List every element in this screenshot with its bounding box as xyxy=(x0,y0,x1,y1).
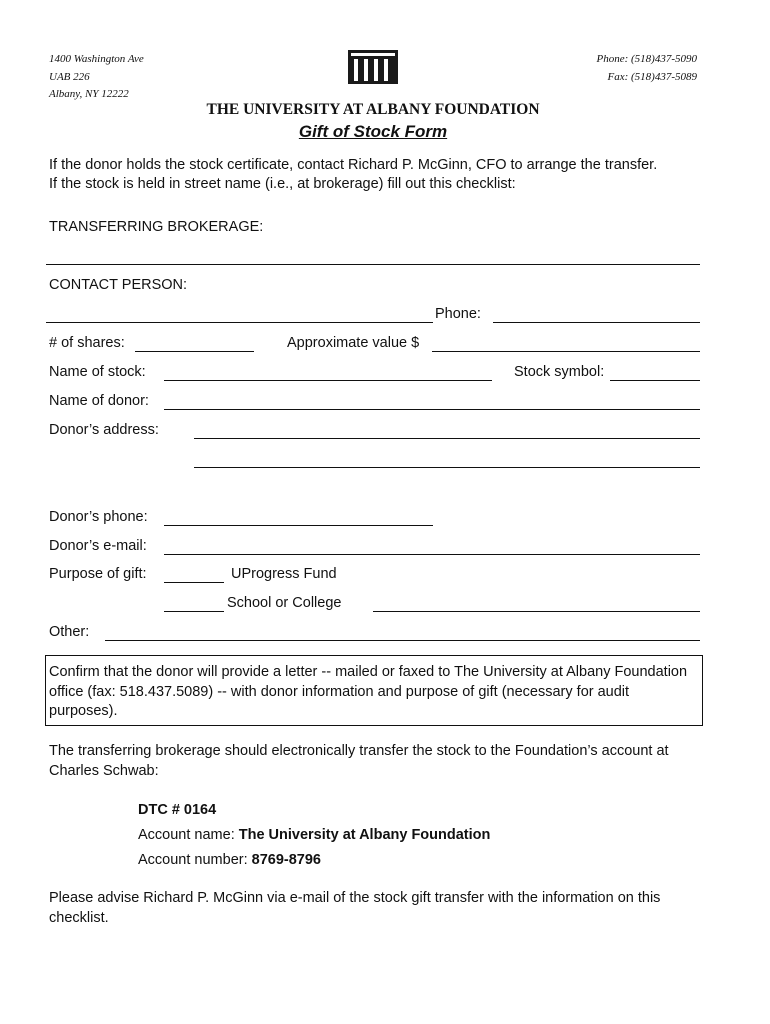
stock-symbol-field[interactable] xyxy=(610,380,700,381)
name-of-stock-field[interactable] xyxy=(164,380,492,381)
stock-symbol-label: Stock symbol: xyxy=(514,364,605,380)
account-number-value: 8769-8796 xyxy=(251,852,321,868)
form-title: Gift of Stock Form xyxy=(298,122,448,141)
donor-address-field-1[interactable] xyxy=(194,438,700,439)
address-line-3: Albany, NY 12222 xyxy=(49,88,129,100)
other-field[interactable] xyxy=(105,640,700,641)
purpose-of-gift-label: Purpose of gift: xyxy=(49,566,147,582)
contact-phone-field[interactable] xyxy=(493,322,700,323)
confirm-box xyxy=(45,655,703,726)
account-number-label: Account number: xyxy=(138,852,252,868)
transferring-brokerage-field[interactable] xyxy=(46,264,700,265)
approx-value-field[interactable] xyxy=(432,351,700,352)
org-name: THE UNIVERSITY AT ALBANY FOUNDATION xyxy=(206,101,540,118)
dtc-number: DTC # 0164 xyxy=(138,802,217,818)
transferring-brokerage-label: TRANSFERRING BROKERAGE: xyxy=(49,219,264,235)
transfer-instruction: The transferring brokerage should electronically transfer the stock to the Foundation’s account at Charles Schwab: xyxy=(49,743,669,779)
uprogress-check-field[interactable] xyxy=(164,582,224,583)
name-of-donor-field[interactable] xyxy=(164,409,700,410)
header-phone: Phone: (518)437-5090 xyxy=(596,53,697,65)
address-line-1: 1400 Washington Ave xyxy=(49,53,144,65)
school-name-field[interactable] xyxy=(373,611,700,612)
donor-email-field[interactable] xyxy=(164,554,700,555)
contact-person-field[interactable] xyxy=(46,322,433,323)
account-name-value: The University at Albany Foundation xyxy=(238,827,491,843)
account-number-row xyxy=(138,852,321,868)
confirm-text: Confirm that the donor will provide a letter -- mailed or faxed to The University at Albany Foundation office (fax: 518.437.5089) -- with donor information and purpose of gift (necessary for audit purposes). xyxy=(49,664,688,719)
donor-address-label: Donor’s address: xyxy=(49,422,159,438)
num-shares-label: # of shares: xyxy=(49,335,125,351)
other-label: Other: xyxy=(49,624,90,640)
option-uprogress-label: UProgress Fund xyxy=(231,566,337,582)
donor-address-field-2[interactable] xyxy=(194,467,700,468)
name-of-donor-label: Name of donor: xyxy=(49,393,149,409)
donor-phone-field[interactable] xyxy=(164,525,433,526)
num-shares-field[interactable] xyxy=(135,351,254,352)
address-line-2: UAB 226 xyxy=(49,71,90,83)
intro-line-1: If the donor holds the stock certificate, contact Richard P. McGinn, CFO to arrange the transfer. xyxy=(49,157,658,173)
contact-person-label: CONTACT PERSON: xyxy=(49,277,188,293)
option-school-label: School or College xyxy=(227,595,342,611)
school-check-field[interactable] xyxy=(164,611,224,612)
intro-line-2: If the stock is held in street name (i.e., at brokerage) fill out this checklist: xyxy=(49,176,516,192)
phone-label: Phone: xyxy=(435,306,481,322)
university-logo xyxy=(348,50,398,84)
account-name-label: Account name: xyxy=(138,827,239,843)
approx-value-label: Approximate value $ xyxy=(287,335,420,351)
name-of-stock-label: Name of stock: xyxy=(49,364,146,380)
donor-email-label: Donor’s e-mail: xyxy=(49,538,147,554)
header-fax: Fax: (518)437-5089 xyxy=(607,71,697,83)
closing-text: Please advise Richard P. McGinn via e-mail of the stock gift transfer with the information on this checklist. xyxy=(49,890,661,926)
account-name-row xyxy=(138,827,490,843)
donor-phone-label: Donor’s phone: xyxy=(49,509,148,525)
